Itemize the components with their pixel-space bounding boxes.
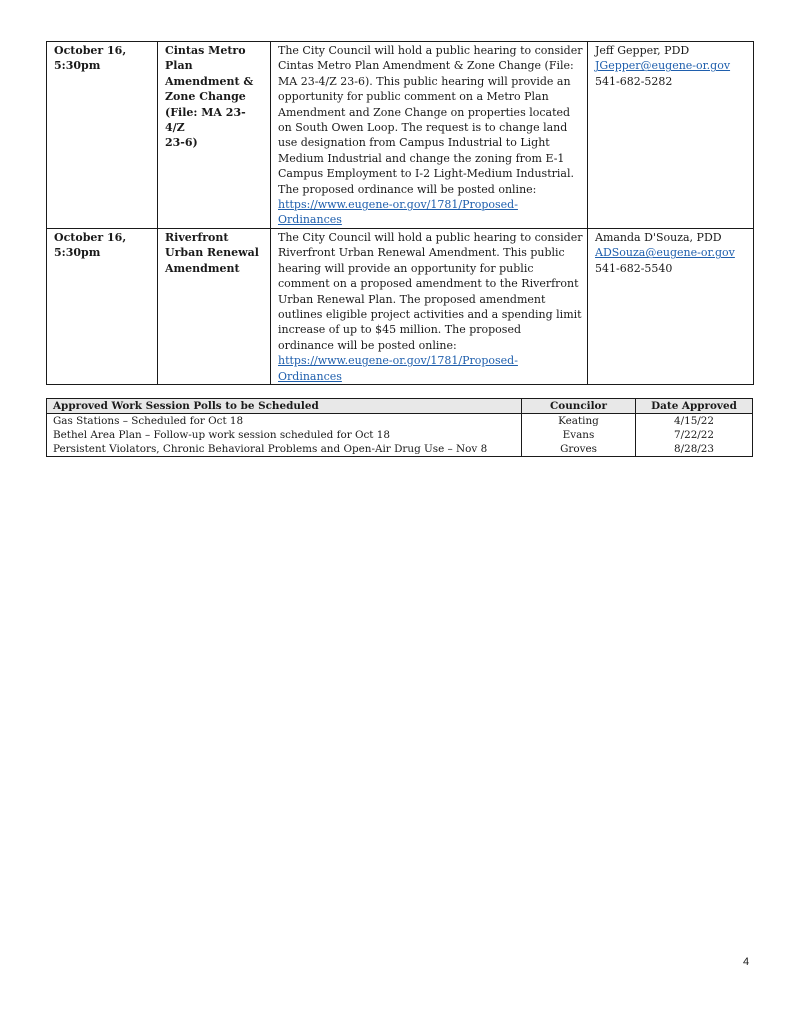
poll-councilor: Evans bbox=[522, 428, 636, 442]
contact-email-link[interactable]: JGepper@eugene-or.gov bbox=[595, 59, 731, 73]
hearing-date: October 16, 5:30pm bbox=[47, 228, 158, 384]
poll-row bbox=[47, 414, 753, 429]
polls-header-councilor: Councilor bbox=[522, 399, 636, 414]
hearing-row-riverfront bbox=[47, 228, 754, 384]
poll-date: 4/15/22 bbox=[636, 414, 753, 429]
work-session-polls-table bbox=[46, 398, 753, 457]
poll-date: 8/28/23 bbox=[636, 442, 753, 457]
hearing-title: Riverfront Urban Renewal Amendment bbox=[158, 228, 271, 384]
proposed-ordinances-link-cont[interactable]: Ordinances bbox=[278, 369, 342, 383]
hearing-row-cintas bbox=[47, 42, 754, 229]
polls-header-row bbox=[47, 399, 753, 414]
poll-councilor: Keating bbox=[522, 414, 636, 429]
poll-item: Gas Stations – Scheduled for Oct 18 bbox=[47, 414, 522, 429]
hearing-title: Cintas Metro Plan Amendment & Zone Change (File: MA 23-4/Z 23-6) bbox=[158, 42, 271, 229]
hearing-description: The City Council will hold a public hearing to consider Riverfront Urban Renewal Amendment. This public hearing will provide an opportunity for public comment on a proposed amendment to the Riverfront Urban Renewal Plan. The proposed amendment outlines eligible project activities and a spending limit increase of up to $45 million. The proposed ordinance will be posted online: https://www.eugene-or.gov/1781/Proposed- Ordinances bbox=[271, 228, 588, 384]
public-hearings-table bbox=[46, 41, 754, 385]
contact-phone: 541-682-5540 bbox=[595, 261, 673, 275]
contact-email-link[interactable]: ADSouza@eugene-or.gov bbox=[595, 246, 735, 260]
polls-header-item: Approved Work Session Polls to be Scheduled bbox=[47, 399, 522, 414]
hearing-contact bbox=[588, 228, 754, 384]
hearing-description: The City Council will hold a public hearing to consider Cintas Metro Plan Amendment & Zone Change (File: MA 23-4/Z 23-6). This public hearing will provide an opportunity for public comment on a Metro Plan Amendment and Zone Change on properties located on South Owen Loop. The request is to change land use designation from Campus Industrial to Light Medium Industrial and change the zoning from E-1 Campus Employment to I-2 Light-Medium Industrial. The proposed ordinance will be posted online: https://www.eugene-or.gov/1781/Proposed- Ordinances bbox=[271, 42, 588, 229]
poll-date: 7/22/22 bbox=[636, 428, 753, 442]
poll-councilor: Groves bbox=[522, 442, 636, 457]
poll-item: Bethel Area Plan – Follow-up work session scheduled for Oct 18 bbox=[47, 428, 522, 442]
page-number: 4 bbox=[743, 956, 750, 968]
contact-name: Amanda D'Souza, PDD bbox=[595, 230, 722, 244]
proposed-ordinances-link-cont[interactable]: Ordinances bbox=[278, 213, 342, 227]
polls-header-date: Date Approved bbox=[636, 399, 753, 414]
poll-row bbox=[47, 428, 753, 442]
contact-name: Jeff Gepper, PDD bbox=[595, 44, 690, 57]
poll-item: Persistent Violators, Chronic Behavioral Problems and Open-Air Drug Use – Nov 8 bbox=[47, 442, 522, 457]
poll-row bbox=[47, 442, 753, 457]
contact-phone: 541-682-5282 bbox=[595, 74, 673, 88]
proposed-ordinances-link[interactable]: https://www.eugene-or.gov/1781/Proposed- bbox=[278, 198, 518, 212]
hearing-date: October 16, 5:30pm bbox=[47, 42, 158, 229]
proposed-ordinances-link[interactable]: https://www.eugene-or.gov/1781/Proposed- bbox=[278, 354, 518, 368]
hearing-contact bbox=[588, 42, 754, 229]
